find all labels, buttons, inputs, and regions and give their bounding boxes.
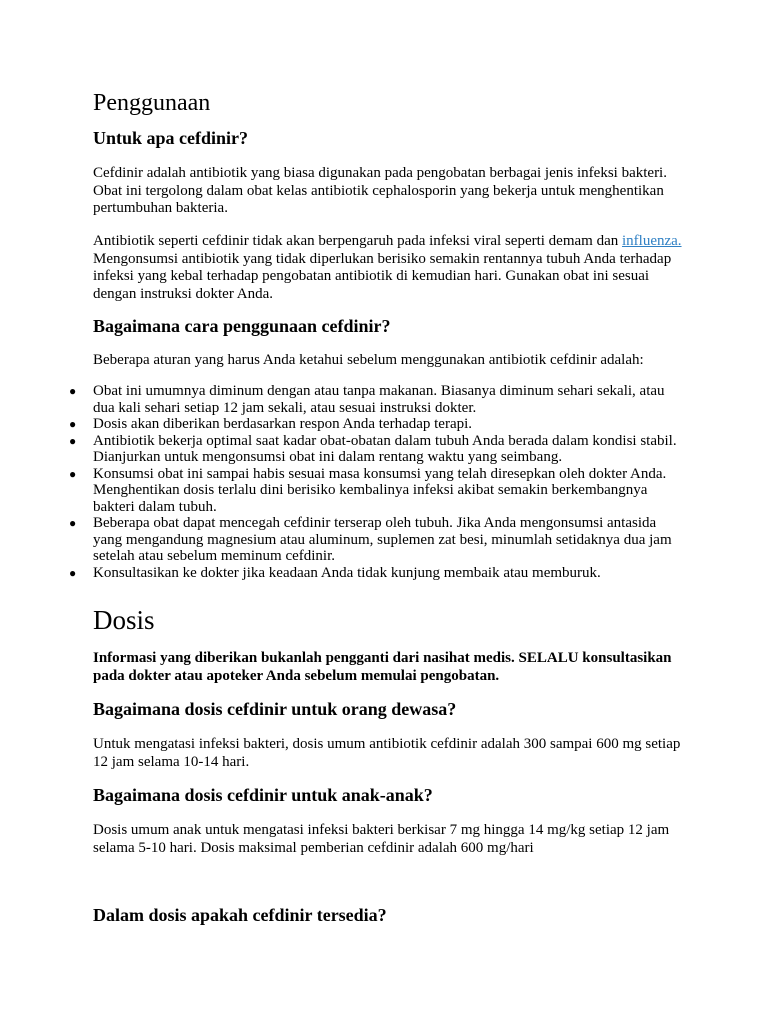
question-heading-dosis-dewasa: Bagaimana dosis cefdinir untuk orang dewasa?	[93, 699, 457, 719]
bullet-icon: ●	[69, 466, 77, 481]
list-item	[69, 432, 685, 466]
list-item	[69, 465, 685, 516]
question-heading-untuk-apa: Untuk apa cefdinir?	[93, 128, 249, 148]
paragraph-text-after-link: Mengonsumsi antibiotik yang tidak diperlukan berisiko semakin rentannya tubuh Anda terhadap infeksi yang kebal terhadap pengobatan antibiotik di kemudian hari. Gunakan obat ini sesuai dengan instruksi dokter Anda.	[93, 250, 672, 302]
section-title-dosis: Dosis	[93, 605, 155, 635]
bullet-icon: ●	[69, 417, 77, 431]
question-heading-dosis-tersedia: Dalam dosis apakah cefdinir tersedia?	[93, 905, 387, 925]
bullet-icon: ●	[69, 516, 77, 530]
paragraph-definisi: Cefdinir adalah antibiotik yang biasa digunakan pada pengobatan berbagai jenis infeksi bakteri. Obat ini tergolong dalam obat kelas antibiotik cephalosporin yang bekerja untuk menghentikan pertumbuhan bakteria.	[93, 165, 667, 216]
question-heading-dosis-anak: Bagaimana dosis cefdinir untuk anak-anak?	[93, 785, 433, 805]
question-heading-cara-penggunaan: Bagaimana cara penggunaan cefdinir?	[93, 316, 391, 336]
usage-rules-list	[69, 383, 685, 581]
list-item	[69, 564, 685, 582]
list-item	[69, 416, 685, 433]
list-item-text: Obat ini umumnya diminum dengan atau tanpa makanan. Biasanya diminum sehari sekali, atau dua kali sehari setiap 12 jam sekali, atau sesuai instruksi dokter.	[93, 383, 665, 416]
list-item	[69, 515, 685, 565]
paragraph-antibiotik-viral	[93, 233, 683, 303]
bullet-icon: ●	[69, 433, 77, 448]
section-title-penggunaan: Penggunaan	[93, 90, 211, 116]
bullet-icon: ●	[69, 384, 77, 398]
list-item-text: Konsultasikan ke dokter jika keadaan Anda tidak kunjung membaik atau memburuk.	[93, 564, 601, 581]
paragraph-dosis-dewasa: Untuk mengatasi infeksi bakteri, dosis umum antibiotik cefdinir adalah 300 sampai 600 mg setiap 12 jam selama 10-14 hari.	[93, 736, 681, 770]
paragraph-text-before-link: Antibiotik seperti cefdinir tidak akan berpengaruh pada infeksi viral seperti demam dan	[93, 233, 622, 249]
list-item-text: Dosis akan diberikan berdasarkan respon Anda terhadap terapi.	[93, 416, 473, 432]
bullet-icon: ●	[69, 565, 77, 580]
medical-disclaimer: Informasi yang diberikan bukanlah pengganti dari nasihat medis. SELALU konsultasikan pada dokter atau apoteker Anda sebelum memulai pengobatan.	[93, 650, 672, 684]
list-item-text: Antibiotik bekerja optimal saat kadar obat-obatan dalam tubuh Anda berada dalam kondisi stabil. Dianjurkan untuk mengonsumsi obat ini dalam rentang waktu yang seimbang.	[93, 432, 677, 465]
paragraph-dosis-anak: Dosis umum anak untuk mengatasi infeksi bakteri berkisar 7 mg hingga 14 mg/kg setiap 12 jam selama 5-10 hari. Dosis maksimal pemberian cefdinir adalah 600 mg/hari	[93, 822, 670, 856]
influenza-link[interactable]: influenza.	[621, 233, 682, 249]
list-item-text: Beberapa obat dapat mencegah cefdinir terserap oleh tubuh. Jika Anda mengonsumsi antasida yang mengandung magnesium atau aluminum, suplemen zat besi, minumlah setidaknya dua jam setelah atau sebelum meminum cefdinir.	[93, 515, 672, 564]
paragraph-aturan-intro: Beberapa aturan yang harus Anda ketahui sebelum menggunakan antibiotik cefdinir adalah:	[93, 352, 644, 368]
list-item-text: Konsumsi obat ini sampai habis sesuai masa konsumsi yang telah diresepkan oleh dokter Anda. Menghentikan dosis terlalu dini berisiko kembalinya infeksi akibat semakin berkembangnya bakteri dalam tubuh.	[93, 465, 667, 515]
list-item	[69, 383, 685, 416]
